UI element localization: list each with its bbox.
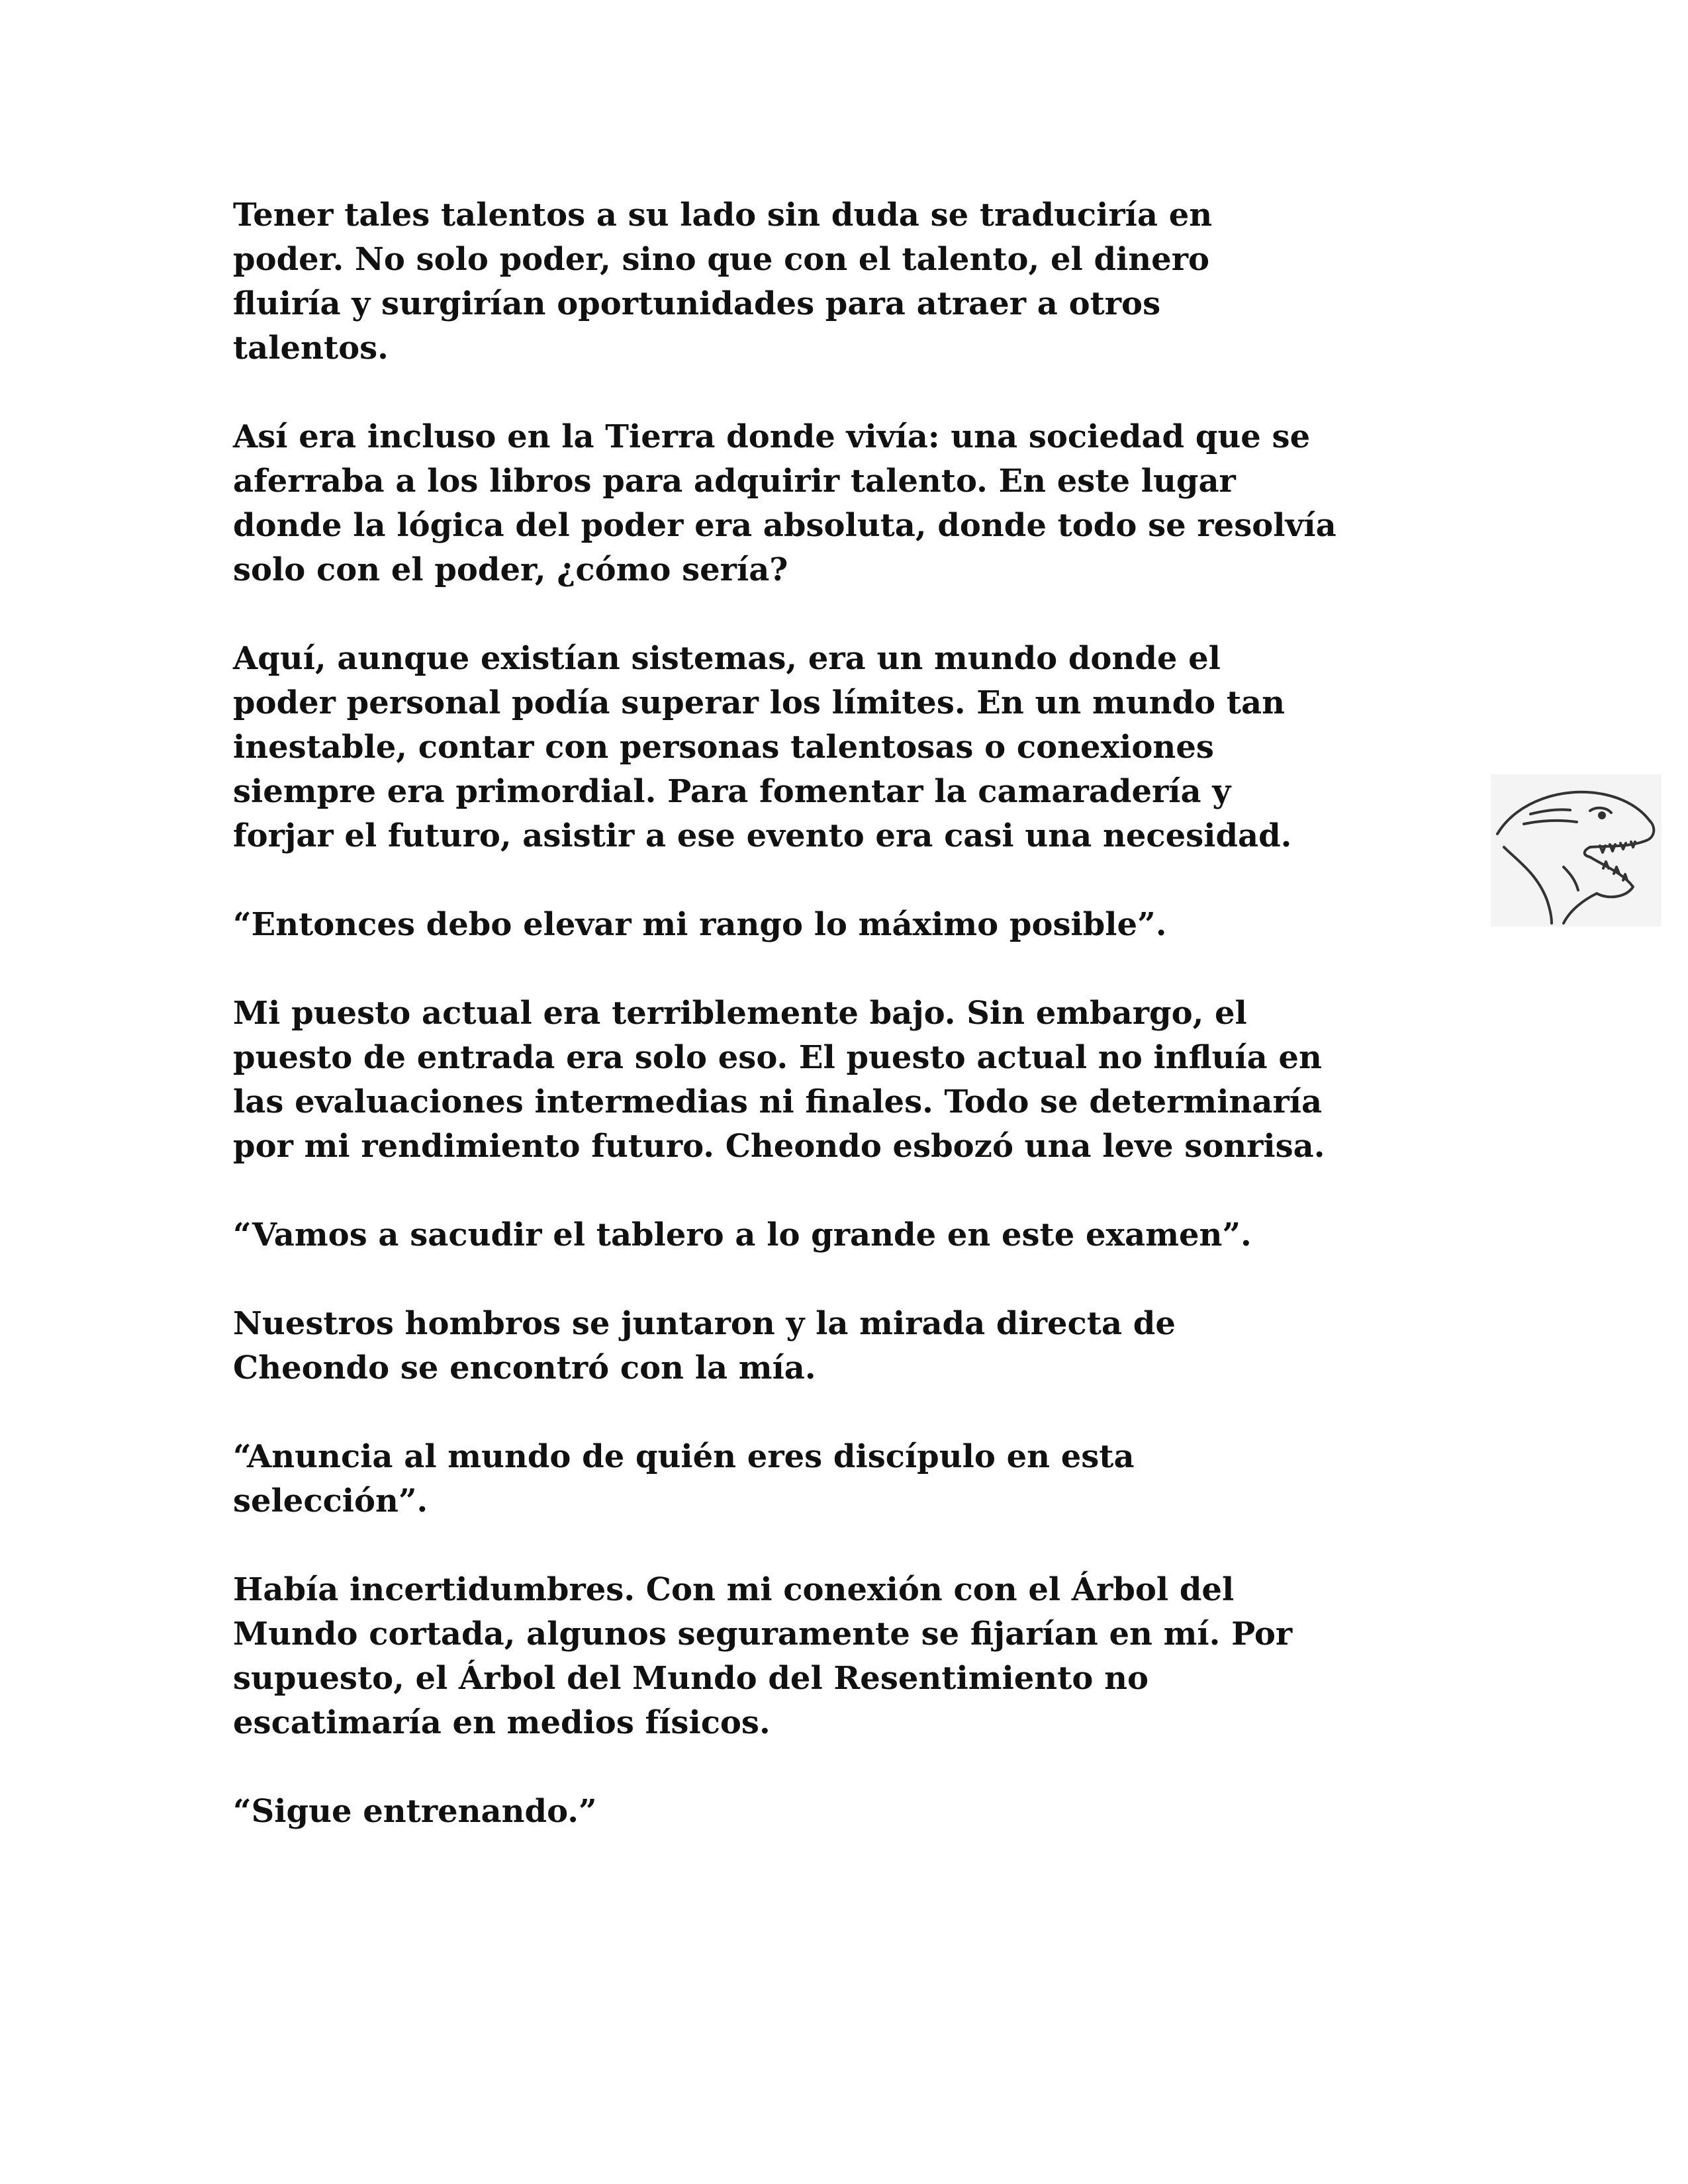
- paragraph-7: Nuestros hombros se juntaron y la mirada directa de Cheondo se encontró con la mía.: [233, 1305, 1176, 1387]
- paragraph-5: Mi puesto actual era terriblemente bajo. Sin embargo, el puesto de entrada era solo eso. El puesto actual no influía en las evaluaciones intermedias ni finales. Todo se determinaría por mi rendimiento futuro. Cheondo esbozó una leve sonrisa.: [233, 995, 1325, 1165]
- paragraph-6: “Vamos a sacudir el tablero a lo grande en este examen”.: [233, 1216, 1252, 1253]
- paragraph-1: Tener tales talentos a su lado sin duda se traduciría en poder. No solo poder, sino que con el talento, el dinero fluiría y surgirían oportunidades para atraer a otros talentos.: [233, 197, 1213, 367]
- paragraph-8: “Anuncia al mundo de quién eres discípulo en esta selección”.: [233, 1438, 1135, 1520]
- paragraph-4: “Entonces debo elevar mi rango lo máximo posible”.: [233, 906, 1167, 943]
- paragraph-10: “Sigue entrenando.”: [233, 1793, 597, 1830]
- paragraph-9: Había incertidumbres. Con mi conexión con el Árbol del Mundo cortada, algunos seguramente se fijarían en mí. Por supuesto, el Árbol del Mundo del Resentimiento no escatimaría en medios físicos.: [233, 1571, 1293, 1741]
- paragraph-3: Aquí, aunque existían sistemas, era un mundo donde el poder personal podía superar los límites. En un mundo tan inestable, contar con personas talentosas o conexiones siempre era primordial. Para fomentar la camaradería y forjar el futuro, asistir a ese evento era casi una necesidad.: [233, 640, 1292, 854]
- body-text: [233, 193, 1491, 1878]
- dinosaur-head-sketch-icon: [1491, 774, 1662, 927]
- paragraph-2: Así era incluso en la Tierra donde vivía: una sociedad que se aferraba a los libros para adquirir talento. En este lugar donde la lógica del poder era absoluta, donde todo se resolvía solo con el poder, ¿cómo sería?: [233, 418, 1336, 588]
